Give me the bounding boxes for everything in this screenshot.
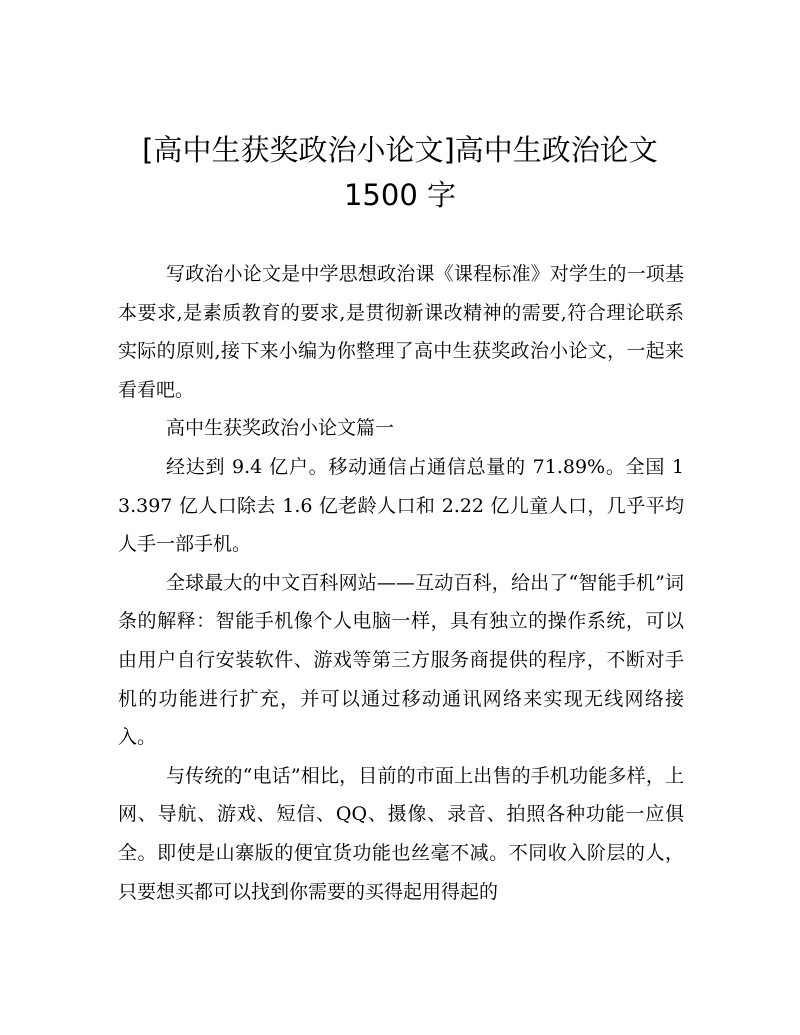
title-line-1: [高中生获奖政治小论文]高中生政治论文 [142, 133, 658, 167]
section-heading: 高中生获奖政治小论文篇一 [166, 417, 395, 440]
paragraph-phone-functions: 与传统的“电话”相比，目前的市面上出售的手机功能多样，上网、导航、游戏、短信、QQ、摄像、录音、拍照各种功能一应俱全。即使是山寨版的便宜货功能也丝毫不减。不同收入阶层的人，只要想买都可以找到你需要的买得起用得起的 [118, 764, 684, 903]
document-title [100, 128, 700, 218]
paragraph-smartphone-definition: 全球最大的中文百科网站——互动百科，给出了“智能手机”词条的解释：智能手机像个人电脑一样，具有独立的操作系统，可以由用户自行安装软件、游戏等第三方服务商提供的程序，不断对手机的功能进行扩充，并可以通过移动通讯网络来实现无线网络接入。 [118, 571, 684, 749]
paragraph-statistics: 经达到 9.4 亿户。移动通信占通信总量的 71.89%。全国 13.397 亿人口除去 1.6 亿老龄人口和 2.22 亿儿童人口，几乎平均人手一部手机。 [118, 455, 684, 556]
document-body [118, 255, 684, 911]
title-line-2: 1500 字 [343, 178, 457, 212]
paragraph-intro: 写政治小论文是中学思想政治课《课程标准》对学生的一项基本要求,是素质教育的要求,是贯彻新课改精神的需要,符合理论联系实际的原则,接下来小编为你整理了高中生获奖政治小论文，一起来看看吧。 [118, 263, 684, 401]
